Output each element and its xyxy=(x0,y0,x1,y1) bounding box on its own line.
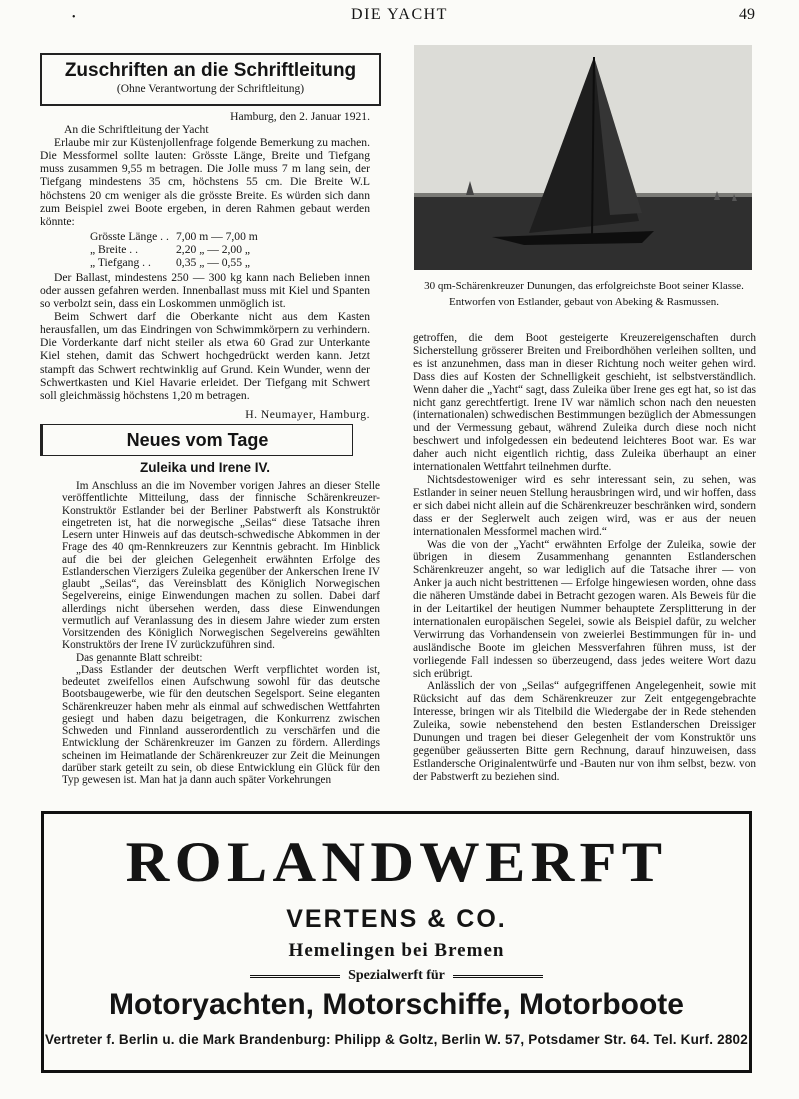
news-paragraph: Das genannte Blatt schreibt: xyxy=(76,651,203,664)
letters-heading-box xyxy=(40,53,381,106)
letter-body xyxy=(40,110,370,421)
ad-location: Hemelingen bei Bremen xyxy=(288,940,505,961)
measurement-row: „ Tiefgang . . 0,35 „ — 0,55 „ xyxy=(90,255,251,269)
right-column-body xyxy=(413,332,756,784)
letter-paragraph: Beim Schwert darf die Oberkante nicht aus dem Kasten herausfallen, um das Eindringen von Schwimmkörpern zu verhindern. Die Vorderkante darf nicht steiler als etwa 60 Grad zur Unterkante Kiel stehen, damit das Schwert hochgedrückt werden kann. Jetzt stampft das Schwert rechtwinklig auf Grund. Kein Wunder, wenn der Schwertkasten und Kiel Havarie erleidet. Der Tiefgang mit Schwert soll gleichmässig höchstens 1,20 m betragen. xyxy=(40,310,370,402)
news-subhead: Zuleika und Irene IV. xyxy=(139,460,271,475)
article-paragraph: Anlässlich der von „Seilas“ aufgegriffenen Angelegenheit, sowie mit Rücksicht auf das dem Schärenkreuzer zur Zeit entgegengebrachte Interesse, bringen wir als Titelbild die Wiedergabe der in Rede stehenden Zuleika, sowie nebenstehend den besten Estlanderschen Dreissiger Dunungen und tragen bei dieser Gelegenheit der vom Konstruktör uns gegenüber geäusserten Bitte gern Rechnung, darauf hinzuweisen, dass Estlandersche Originalentwürfe und -Bauten nur von ihm selbst, bezw. von der Pabstwerft zu beziehen sind. xyxy=(413,680,756,783)
ad-company-name: ROLANDWERFT xyxy=(125,831,668,894)
letters-subtitle: (Ohne Verantwortung der Schriftleitung) xyxy=(116,83,305,95)
letter-paragraph: Erlaube mir zur Küstenjollenfrage folgende Bemerkung zu machen. Die Messformel sollte lauten: Grösste Länge, Breite und Tiefgang muss zusammen 9,55 m betragen. Die Jolle muss 7 m lang sein, der Tiefgang mindestens 35 cm, höchstens 55 cm. Die Breite W.L höchstens 20 cm weniger als die grösste Breite. Es würden sich dann zum Beispiel zwei Boote ergeben, in deren Rahmen gebaut werden könnte: xyxy=(40,136,370,228)
photo-credit: Entworfen von Estlander, gebaut von Abeking & Rasmussen. xyxy=(449,296,719,308)
article-paragraph: Was die von der „Yacht“ erwähnten Erfolge der Zuleika, sowie der übrigen in diesem Zusammenhang genannten Estlanderschen Schärenkreuzer angeht, so war lediglich auf die Tatsache ihrer — von Anker ja auch nicht bestrittenen — Erfolge hingewiesen worden, ohne dass die näheren Umstände dabei in Betracht gezogen waren. Als Beweis für die in der Leitartikel der heutigen Nummer behauptete Zersplitterung in der internationalen europäischen Segelei, sowie als Beispiel dafür, zu welcher Verwirrung das Vorhandensein von zweierlei Bestimmungen für in- und ausländische Boote im gleichen Messverfahren führen muss, ist der vorliegende Fall indessen so überzeugend, dass jedes weitere Wort dazu sich erübrigt. xyxy=(413,538,756,680)
news-paragraph: „Dass Estlander der deutschen Werft verpflichtet worden ist, bedeutet zweifellos einen Aufschwung sowohl für das deutsche Bootsbaugewerbe, wie für den deutschen Segelsport. Seine eleganten Schärenkreuzer haben mehr als einmal auf schwedischen Wettfahrten gesiegt und haben dazu beigetragen, die Konkurrenz zwischen Schweden und Finnland ausserordentlich zu verschärfen und die Entwicklung der Schärenkreuzer im Ganzen zu fördern. Allerdings scheinen im Heimatlande der Schärenkreuzer zur Zeit die Meinungen darüber stark geteilt zu sein, ob diese Entwicklung ein Glück für den Typ gewesen ist. Man hat ja dann auch später Vorkehrungen xyxy=(62,663,380,786)
news-paragraph: Im Anschluss an die im November vorigen Jahres an dieser Stelle veröffentlichte Mitteilung, dass der finnische Schärenkreuzer-Konstruktör Estlander bei der Berliner Pabstwerft als Konstruktör eingetreten ist, hat die norwegische „Seilas“ diese Tatsache ihren Lesern unter Hinweis auf das deutsch-schwedische Abkommen in der Frage des 40 qm-Rennkreuzers zur Kenntnis gebracht. Im Hinblick auf die bei der gleichen Gelegenheit erwähnten Erfolge des Estlanderschen Vierzigers Zuleika gegenüber der Ankerschen Irene IV glaubt „Seilas“, das Vereinsblatt des Königlich Norwegischen Segelvereins, einige Einwendungen machen zu sollen. Dabei darf allerdings nicht übersehen werden, dass diese Einwendungen vermutlich auf Veranlassung des in diesem Jahre wieder zum ersten Vorsitzenden des Königlich Norwegischen Segelvereins gewählten Konstruktörs der Irene IV zurückzuführen sind. xyxy=(62,480,380,652)
sailboat-illustration xyxy=(414,45,752,270)
news-title: Neues vom Tage xyxy=(126,430,269,450)
ad-representative: Vertreter f. Berlin u. die Mark Brandenburg: Philipp & Goltz, Berlin W. 57, Potsdamer Str. 64. Tel. Kurf. 2802 xyxy=(45,1032,748,1047)
ad-specialty: Spezialwerft für xyxy=(348,968,445,983)
photo-caption: 30 qm-Schärenkreuzer Dunungen, das erfolgreichste Boot seiner Klasse. xyxy=(424,280,744,292)
measurement-row: „ Breite . . 2,20 „ — 2,00 „ xyxy=(90,242,251,256)
letter-signature: H. Neumayer, Hamburg. xyxy=(245,407,370,421)
page-mark: • xyxy=(72,12,76,23)
letter-paragraph: Der Ballast, mindestens 250 — 300 kg kann nach Belieben innen oder aussen gefahren werden. Innenballast muss mit Kiel und Spanten so verbolzt sein, dass ein Loskommen unmöglich ist. xyxy=(40,270,370,311)
letter-dateline: Hamburg, den 2. Januar 1921. xyxy=(230,110,370,123)
ad-firm: VERTENS & CO. xyxy=(286,905,507,933)
ad-products: Motoryachten, Motorschiffe, Motorboote xyxy=(109,988,684,1021)
sailboat-photo xyxy=(414,45,752,270)
news-heading-box xyxy=(40,424,353,456)
rolandwerft-advertisement xyxy=(41,811,752,1073)
article-paragraph: Nichtsdestoweniger wird es sehr interessant sein, zu sehen, was Estlander in seiner neuen Stellung herausbringen wird, und wir hoffen, dass er sich dabei nicht allein auf die Schärenkreuzer beschränken wird, sondern dass er der Seglerwelt auch zeigen wird, was er aus der neuen internationalen Messformel machen wird.“ xyxy=(413,473,756,538)
ad-specialty-line xyxy=(44,968,749,984)
news-body xyxy=(62,480,380,786)
measurement-row: Grösste Länge . . 7,00 m — 7,00 m xyxy=(90,229,258,243)
letters-title: Zuschriften an die Schriftleitung xyxy=(64,60,357,81)
page-number: 49 xyxy=(739,6,755,23)
measurement-table xyxy=(90,230,370,269)
article-paragraph: getroffen, die dem Boot gesteigerte Kreuzereigenschaften durch Sicherstellung grösserer Breiten und Freibordhöhen verleihen sollten, und es ist anzunehmen, dass man in dieser Richtung noch weiter gehen wird. Dass dies auf Kosten der Schnelligkeit geschieht, ist selbstverständlich. Wenn daher die „Yacht“ sagt, dass Zuleika über Irene ges egt hat, so ist das nicht ganz gerechtfertigt. Irene IV war nämlich schon nach den neuesten (internationalen) schwedischen Bestimmungen bezüglich der Abmessungen und der Vermessung gebaut, während Zuleika durch diese noch nicht beschwert und infolgedessen ein bedeutend leichteres Boot war. Es war daher auch nicht eigentlich richtig, dass Zuleika überhaupt an einer internationalen Wettfahrt teilnehmen durfte. xyxy=(413,332,756,474)
running-header: DIE YACHT xyxy=(351,6,448,23)
letter-salutation: An die Schriftleitung der Yacht xyxy=(64,123,209,137)
decorative-rule xyxy=(250,975,340,978)
decorative-rule xyxy=(453,975,543,978)
